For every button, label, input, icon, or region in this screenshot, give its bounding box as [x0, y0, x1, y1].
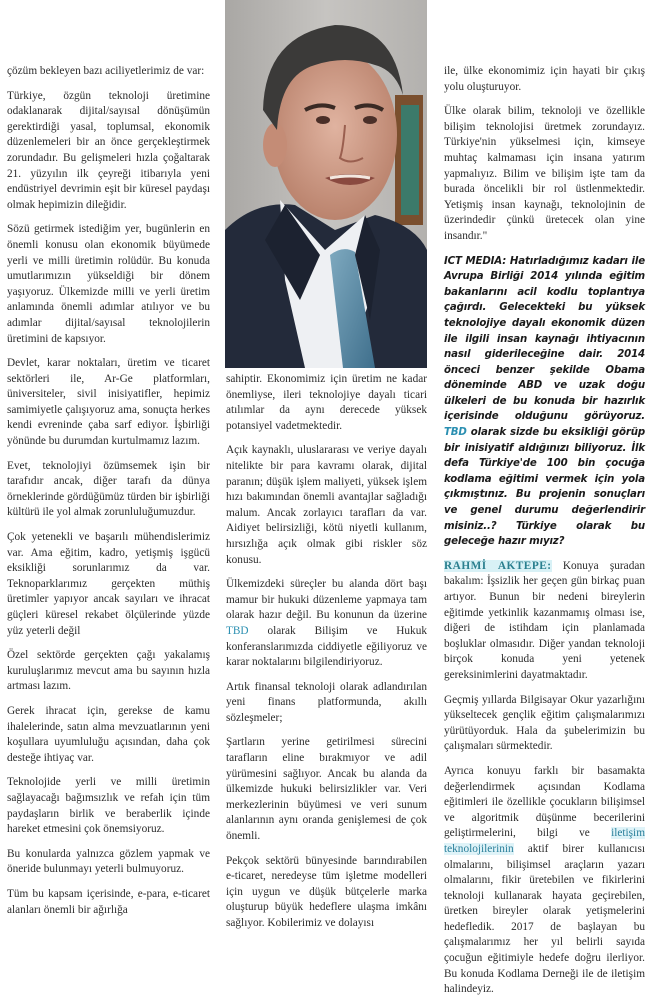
paragraph [444, 764, 645, 998]
paragraph: Evet, teknolojiyi özümsemek işin bir tarafıdır ancak, diğer tarafı da dünya örneklerinde gördüğümüz türden bir işbirliği kültürü ile yol almak zorunluluğumuzdur. [7, 459, 210, 519]
text-run: olarak sizde bu eksikliği görüp bir inisiyatif aldığınızı biliyoruz. İlk defa Türkiye'de 100 bin çocuğa kodlama eğitimi vermek için yola çıkmıştınız. Bu projenin sonuçları ve genel durumu değerlendirir misiniz..? Türkiye olarak bu geleceğe hazır mıyız? [444, 427, 645, 548]
column-3 [444, 64, 645, 1007]
paragraph: Ülke olarak bilim, teknoloji ve özellikle bilişim teknolojisi üretmek zorundayız. Türkiye'nin yükselmesi için, kimseye muhtaç kalmaması için insana yatırım yapmalıyız. Bilim ve bilişim işte tam da burada öncelikli bir rol üstlenmektedir. Yetişmiş insan kaynağı, teknolojinin de üzerindedir çünkü üretecek olan yine insandır." [444, 105, 645, 242]
portrait-photo [225, 0, 427, 368]
paragraph [226, 577, 427, 671]
paragraph: çözüm bekleyen bazı aciliyetlerimiz de var: [7, 65, 205, 77]
paragraph: Çok yetenekli ve başarılı mühendislerimiz var. Ama eğitim, kadro, yetişmiş işgücü eksikliği sorunlarımız da var. Teknoparklarımız gerçekten müthiş üretimler yapıyor ancak sayıları ve ihracat güçleri küresel rekabet ölçülerinde yüzde yüz yeterli değil [7, 531, 210, 637]
interview-answer [444, 559, 645, 684]
column-1 [7, 64, 210, 927]
paragraph: Şartların yerine getirilmesi sürecini tarafların eline bırakmıyor ve adil yürümesini sağlıyor. Ancak bu alanda da ülkemizde hukuki belirsizlikler var. Veri merkezlerinin büyümesi ve veri sunum alanlarının aynı oranda genişlemesi de çok önemli. [226, 736, 427, 843]
paragraph: Türkiye, özgün teknoloji üretimine odaklanarak dijital/sayısal dönüşümün gerektirdiği yasal, toplumsal, ekonomik düzenlemeleri bir an önce gerçekleştirmek zorundadır. Bu gelişmeleri hızla çoğaltarak 21. yüzyılın ilk çeyreği itibarıyla yeni endüstriyel devrimin eşit bir küresel paydaşı olmak hepimizin dileğidir. [7, 89, 210, 211]
text-run: olarak Bilişim ve Hukuk konferanslarımızda ciddiyetle eğiliyoruz ve karar noktalarını bilgilendiriyoruz. [226, 624, 427, 669]
paragraph: Geçmiş yıllarda Bilgisayar Okur yazarlığını yükseltecek gençlik eğitim çalışmalarımızı yürütüyorduk. Hala da şubelerimizin bu çalışmaları sürmektedir. [444, 693, 645, 753]
paragraph: Artık finansal teknoloji olarak adlandırılan yeni finans platformunda, akıllı sözleşmeler; [226, 680, 427, 724]
paragraph: Özel sektörde gerçekten çağı yakalamış kuruluşlarımız mevcut ama bu sayının hızla artması lazım. [7, 649, 210, 693]
text-run: Ayrıca konuyu farklı bir basamakta değerlendirmek açısından Kodlama eğitimleri ile özellikle çocukların bilişimsel ve algoritmik düşünme becerilerini geliştirmelerini, bilgi ve [444, 764, 645, 840]
paragraph: sahiptir. Ekonomimiz için üretim ne kadar önemliyse, ileri teknolojiye dayalı ticari atılımlar da aynı derecede yüksek potansiyel vadetmektedir. [226, 373, 427, 432]
text-run: Konuya şuradan bakalım: İşsizlik her geçen gün birkaç puan artıyor. Bunun bir nedeni bireylerin eğitimde yetkinlik kazanmamış olması ise, diğeri de istihdam için planlamada boşluklar olmasıdır. Diğer yandan teknoloji birçok konuda yeni yetenek gereksinimlerini dayatmaktadır. [444, 559, 646, 681]
tbd-link[interactable]: TBD [226, 624, 249, 637]
text-run: ICT MEDIA: Hatırladığımız kadarı ile Avrupa Birliği 2014 yılında eğitim bakanlarını acil kodlu toplantıya çağırdı. Gelecekteki bu yüksek teknolojiye dayalı ekonomik düzen ile ilgili insan kaynağı ihtiyacının nasıl giderileceğine dair. 2014 önceci benzer şekilde Obama döneminde ABD ve uzak doğu ülkeleri de bu konuda bir hazırlık içerisinde olduğunu görüyoruz. [444, 255, 645, 423]
paragraph: ile, ülke ekonomimiz için hayati bir çıkış yolu oluşturuyor. [444, 65, 645, 93]
interview-question [444, 254, 645, 550]
text-run: aktif birer kullanıcısı olmalarını, bilişimsel araçların yazarı olmalarını, fikir üretebilen ve fikirlerini teknoloji kullanarak hayata geçirebilen, üretken bireyler olarak yetişmelerini hedefledik. 2017 de başlayan bu çalışmalarımız her yıl belirli sayıda çocuğun eğitimiyle hedefe doğru ilerliyor. Bu konuda Kodlama Derneği ile de iletişim halindeyiz. [444, 842, 645, 996]
text-run: Ülkemizdeki süreçler bu alanda dört başı mamur bir hukuki düzenleme yapmaya tam olarak hazır değil. Bu konunun da üzerine [226, 578, 427, 622]
paragraph: Açık kaynaklı, uluslararası ve veriye dayalı nitelikte bir para kavramı olarak, dijital paranın; düşük işlem maliyeti, yüksek işlem hızı bakımından önemli avantajlar sağladığı malum. Ancak zorlayıcı tarafları da var. Aidiyet belirsizliği, kötü niyetli kullanım, hırsızlığa açık olmak gibi riskler söz konusu. [226, 444, 427, 566]
column-2 [226, 372, 427, 941]
portrait-illustration [225, 0, 427, 368]
highlighted-text: iletişim teknolojilerinin [444, 827, 645, 855]
paragraph: Devlet, karar noktaları, üretim ve ticaret sektörleri ile, Ar-Ge platformları, üniversiteler, sivil inisiyatifler, hepimiz samimiyetle çalışıyoruz ama, sonuçta herkes kendi evreninde çaba sarf ediyor. İşbirliği yönünde bu durumdan kurtulmamız lazım. [7, 357, 210, 448]
paragraph: Pekçok sektörü bünyesinde barındırabilen e-ticaret, neredeyse tüm işletme modelleri için uygun ve düşük bütçelerle marka oluşturup büyük hedeflere ulaşma imkânı sağlıyor. Kobilerimiz ve dolayısı [226, 854, 427, 929]
tbd-link[interactable]: TBD [444, 427, 467, 439]
speaker-name: RAHMİ AKTEPE: [444, 559, 552, 572]
paragraph: Bu konularda yalnızca gözlem yapmak ve öneride bulunmayı yeterli bulmuyoruz. [7, 847, 210, 876]
paragraph: Sözü getirmek istediğim yer, bugünlerin en önemli konusu olan ekonomik büyümede yerli ve milli üretimin rolüdür. Bu konuda umutlarımızın yükseldiği bir dönem yaşıyoruz. Ülkemizde milli ve yerli üretim anlamında önemli adımlar atılıyor ve bu adımlar dijital/sayısal teknolojilerin üretimini de kapsıyor. [7, 223, 210, 345]
paragraph: Teknolojide yerli ve milli üretimin sağlayacağı bağımsızlık ve refah için tüm paydaşların birlik ve beraberlik içinde hareket etmesini çok önemsiyoruz. [7, 776, 210, 836]
paragraph: Gerek ihracat için, gerekse de kamu ihalelerinde, satın alma mevzuatlarının yeni koşullara uyumluluğu açısından, daha çok desteğe ihtiyaç var. [7, 704, 210, 764]
paragraph: Tüm bu kapsam içerisinde, e-para, e-ticaret alanları önemli bir ağırlığa [7, 887, 210, 916]
